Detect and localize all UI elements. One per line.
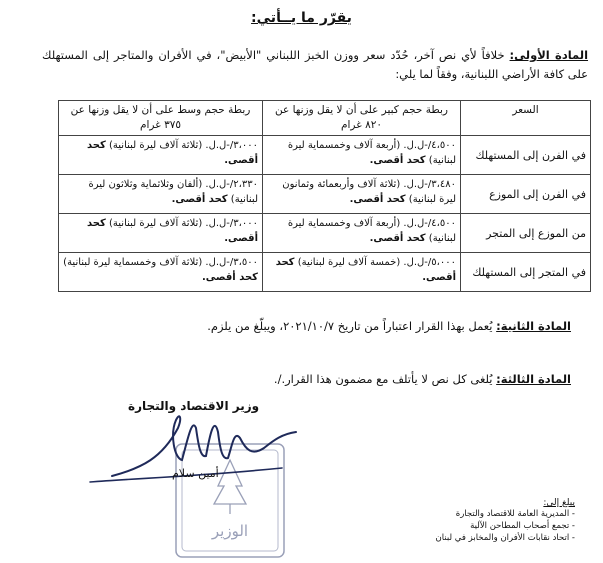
max-note: كحد أقصى. [171,194,228,205]
price-cell: ٣،٠٠٠/-ل.ل. (ثلاثة آلاف ليرة لبنانية) كحد أقصى. [59,214,263,253]
table-row [59,136,591,175]
price-cell: ٤،٥٠٠/-ل.ل. (أربعة آلاف وخمسماية ليرة لبنانية) كحد أقصى. [263,136,461,175]
article-2 [207,319,571,333]
article-2-text: يُعمل بهذا القرار اعتباراً من تاريخ ٢٠٢١/١٠/٧، ويبلّغ من يلزم. [207,319,493,333]
price-cell: ٣،٥٠٠/-ل.ل. (ثلاثة آلاف وخمسماية ليرة لبنانية) كحد أقصى. [59,253,263,292]
row-label: من الموزع إلى المتجر [461,214,591,253]
table-row [59,214,591,253]
minister-title: وزير الاقتصاد والتجارة [128,399,260,413]
price-cell: ٥،٠٠٠/-ل.ل. (خمسة آلاف ليرة لبنانية) كحد أقصى. [263,253,461,292]
price-cell: ٣،٠٠٠/-ل.ل. (ثلاثة آلاف ليرة لبنانية) كحد أقصى. [59,136,263,175]
max-note: كحد أقصى. [369,233,426,244]
list-item: - المديرية العامة للاقتصاد والتجارة [436,508,575,520]
minister-name: أمين سلام [172,467,219,480]
distribution-label: يبلغ إلى: [543,498,575,508]
header-large: ربطة حجم كبير على أن لا يقل وزنها عن ٨٢٠ غرام [263,101,461,136]
max-note: كحد أقصى. [87,218,258,244]
max-note: كحد أقصى. [349,194,406,205]
article-3-label: المادة الثالثة: [496,372,571,386]
price-cell: ٢،٣٣٠/-ل.ل. (ألفان وثلاثماية وثلاثون ليرة لبنانية) كحد أقصى. [59,175,263,214]
header-medium: ربطة حجم وسط على أن لا يقل وزنها عن ٣٧٥ غرام [59,101,263,136]
price-table [58,100,591,292]
article-1-text: خلافاً لأي نص آخر، حُدّد سعر ووزن الخبز اللبناني "الأبيض"، في الأفران والمتاجر إلى المستهلك على كافة الأراضي اللبنانية، وفقاً لما يلي: [42,48,588,81]
row-label: في الفرن إلى الموزع [461,175,591,214]
article-3 [274,372,571,386]
list-item: - اتحاد نقابات الأفران والمخابز في لبنان [436,532,575,544]
max-note: كحد أقصى. [201,272,258,283]
stamp-text: الوزير [211,522,249,540]
article-1-label: المادة الأولى: [509,48,589,62]
max-note: كحد أقصى. [87,140,258,166]
article-3-text: يُلغى كل نص لا يأتلف مع مضمون هذا القرار./. [273,372,493,386]
article-1 [42,46,588,84]
price-cell: ٣،٤٨٠/-ل.ل. (ثلاثة آلاف وأربعمائة وثمانون ليرة لبنانية) كحد أقصى. [263,175,461,214]
max-note: كحد أقصى. [275,257,456,283]
price-cell: ٤،٥٠٠/-ل.ل. (أربعة آلاف وخمسماية ليرة لبنانية) كحد أقصى. [263,214,461,253]
table-row [59,253,591,292]
max-note: كحد أقصى. [369,155,426,166]
distribution-list [436,508,575,544]
article-2-label: المادة الثانية: [496,319,571,333]
header-price: السعر [461,101,591,136]
list-item: - تجمع أصحاب المطاحن الآلية [436,520,575,532]
row-label: في الفرن إلى المستهلك [461,136,591,175]
price-table-header [59,101,591,136]
decision-heading: يقرّر ما يــأتي: [251,10,352,26]
row-label: في المتجر إلى المستهلك [461,253,591,292]
table-row [59,175,591,214]
